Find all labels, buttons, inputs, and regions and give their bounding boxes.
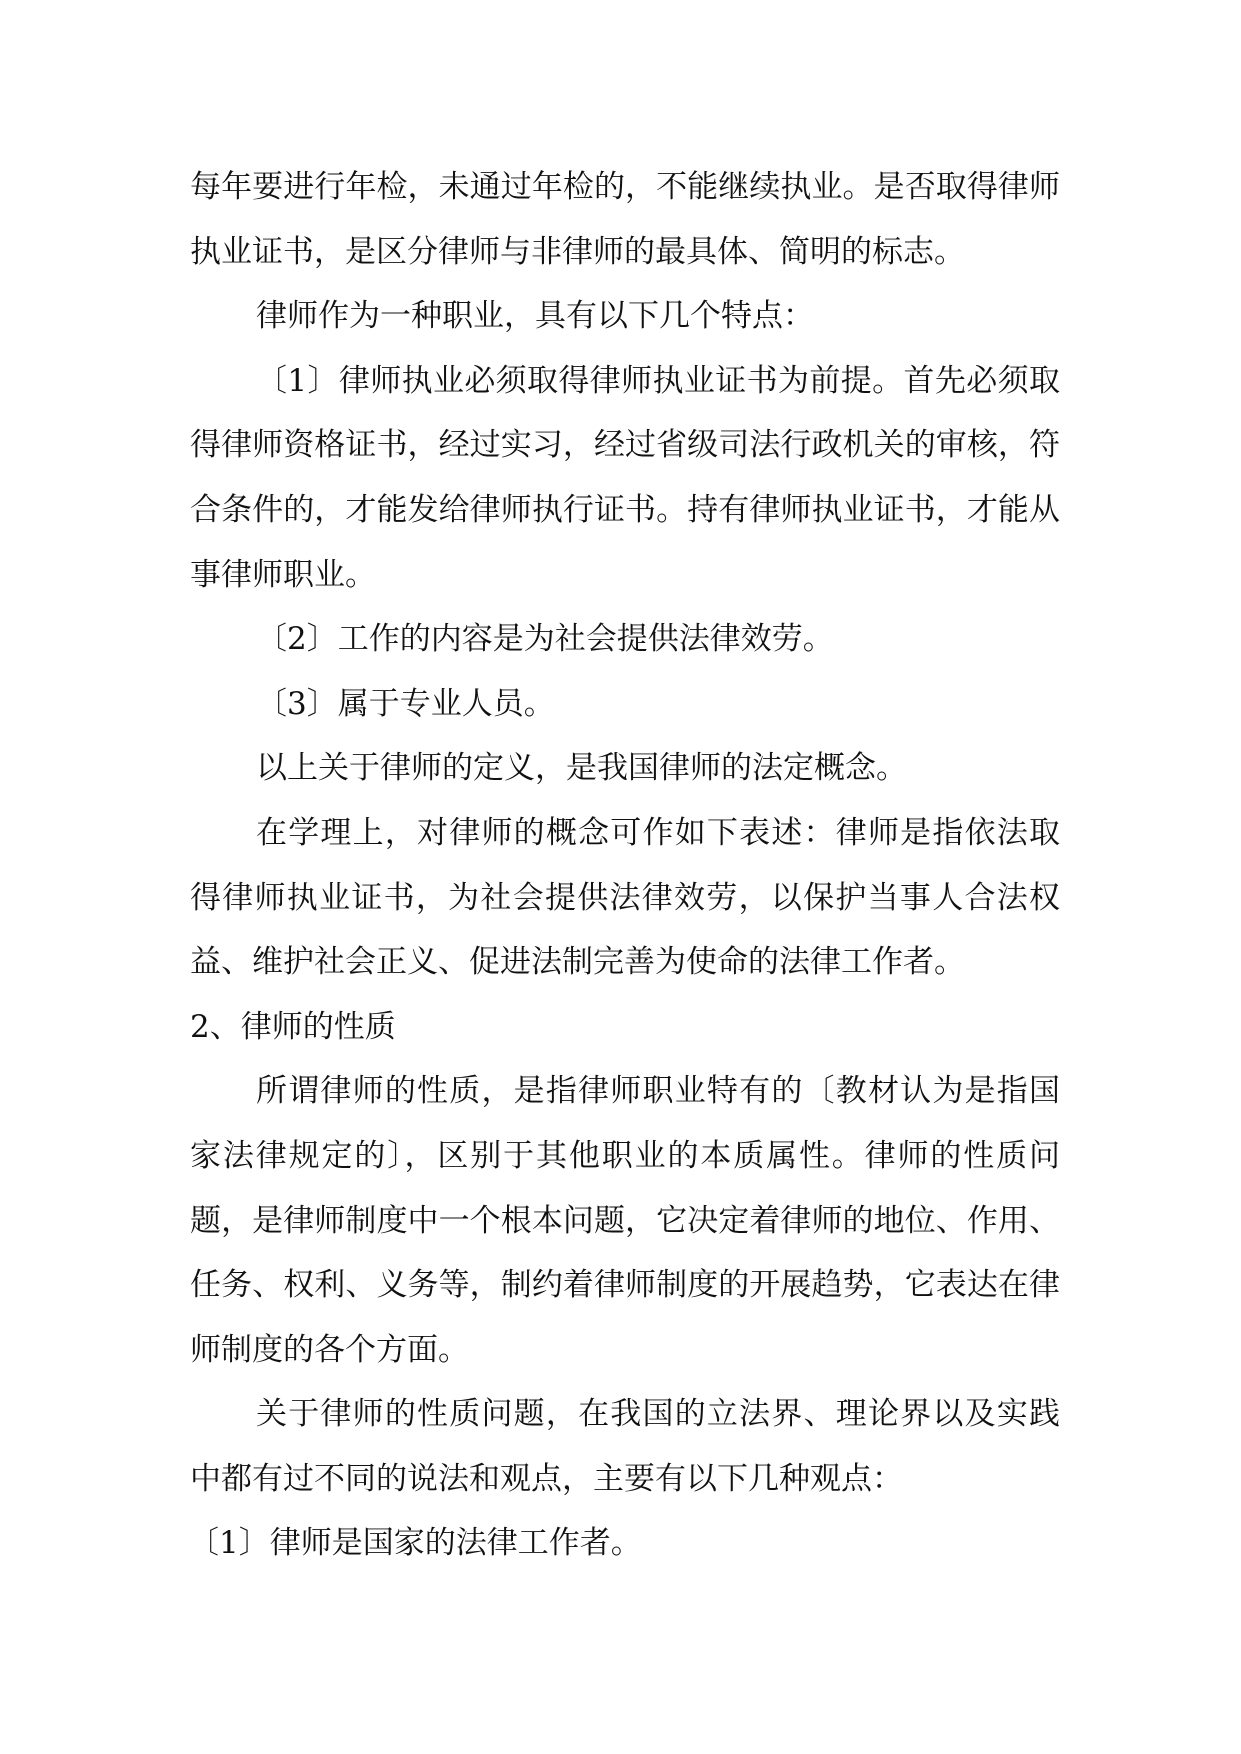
paragraph-feature-2: 〔2〕工作的内容是为社会提供法律效劳。 [256,621,834,658]
document-body [190,155,1060,1576]
paragraph-view-1: 〔1〕律师是国家的法律工作者。 [188,1525,642,1562]
section-heading-nature: 2、律师的性质 [190,1008,396,1045]
paragraph-academic-definition: 在学理上，对律师的概念可作如下表述：律师是指依法取得律师执业证书，为社会提供法律效劳，以保护当事人合法权益、维护社会正义、促进法制完善为使命的法律工作者。 [190,814,1060,981]
paragraph-annual-check: 每年要进行年检，未通过年检的，不能继续执业。是否取得律师执业证书，是区分律师与非律师的最具体、简明的标志。 [190,169,1060,270]
paragraph-feature-1: 〔1〕律师执业必须取得律师执业证书为前提。首先必须取得律师资格证书，经过实习，经过省级司法行政机关的审核，符合条件的，才能发给律师执行证书。持有律师执业证书，才能从事律师职业。 [190,362,1060,593]
paragraph-features-intro: 律师作为一种职业，具有以下几个特点： [256,298,814,335]
paragraph-statutory-concept: 以上关于律师的定义，是我国律师的法定概念。 [256,750,907,787]
paragraph-nature-views: 关于律师的性质问题，在我国的立法界、理论界以及实践中都有过不同的说法和观点，主要有以下几种观点： [190,1396,1060,1497]
paragraph-feature-3: 〔3〕属于专业人员。 [256,685,555,722]
paragraph-nature-definition: 所谓律师的性质，是指律师职业特有的〔教材认为是指国家法律规定的〕，区别于其他职业的本质属性。律师的性质问题，是律师制度中一个根本问题，它决定着律师的地位、作用、任务、权利、义务等，制约着律师制度的开展趋势，它表达在律师制度的各个方面。 [190,1073,1060,1368]
